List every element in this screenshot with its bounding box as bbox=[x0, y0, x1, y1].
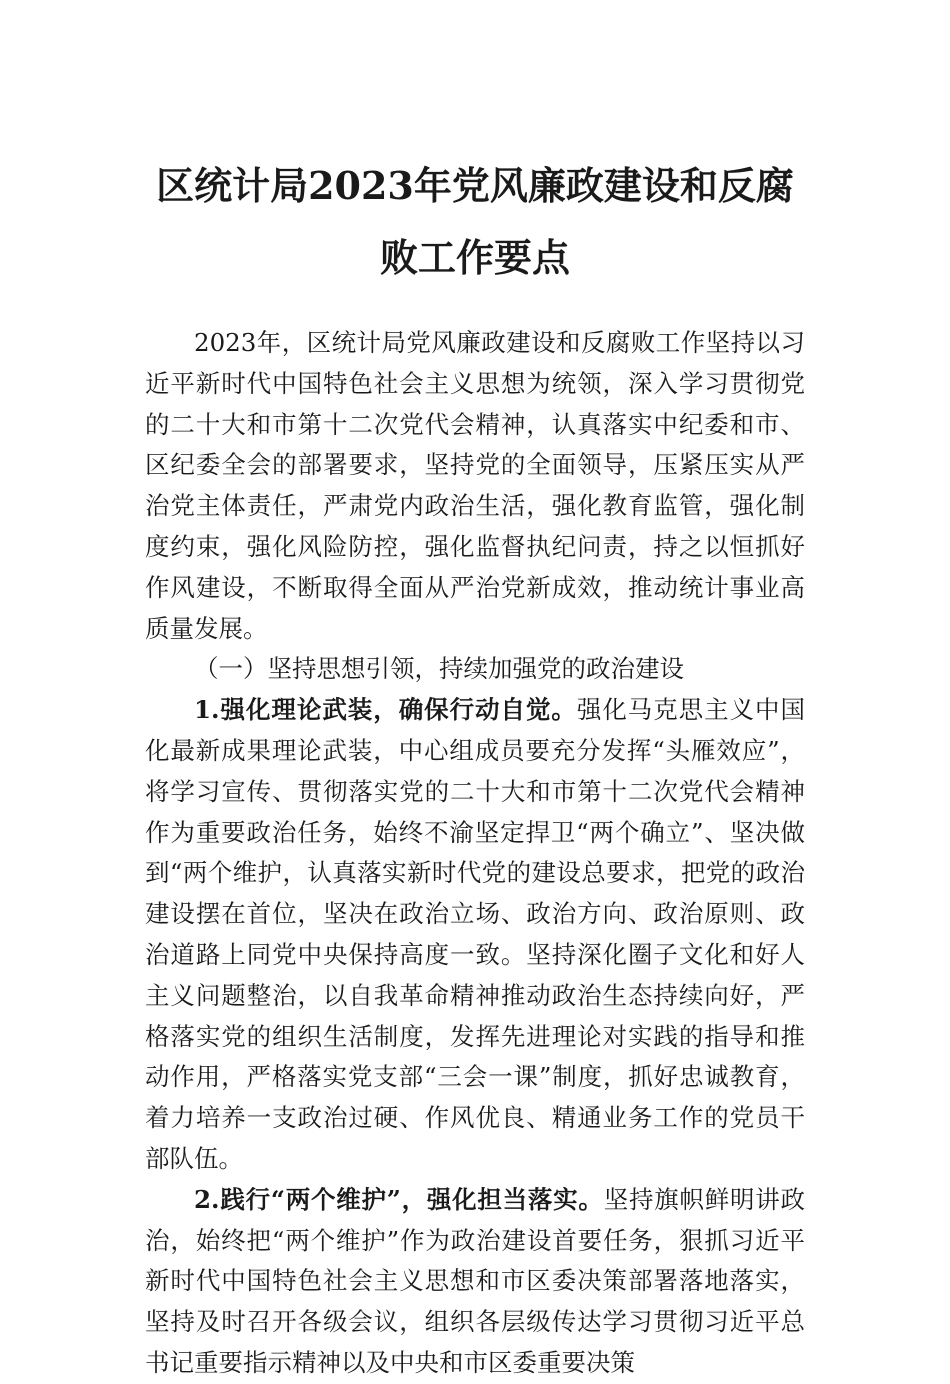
item-paragraph bbox=[145, 690, 805, 1180]
section-heading: （一）坚持思想引领，持续加强党的政治建设 bbox=[194, 654, 684, 684]
item-paragraph bbox=[145, 1180, 805, 1384]
intro-paragraph: 2023年，区统计局党风廉政建设和反腐败工作坚持以习近平新时代中国特色社会主义思想为统领，深入学习贯彻党的二十大和市第十二次党代会精神，认真落实中纪委和市、区纪委全会的部署要求，坚持党的全面领导，压紧压实从严治党主体责任，严肃党内政治生活，强化教育监管，强化制度约束，强化风险防控，强化监督执纪问责，持之以恒抓好作风建设，不断取得全面从严治党新成效，推动统计事业高质量发展。 bbox=[145, 328, 805, 643]
document-title: 区统计局2023年党风廉政建设和反腐败工作要点 bbox=[156, 163, 794, 280]
item-text: 强化马克思主义中国化最新成果理论武装，中心组成员要充分发挥“头雁效应”，将学习宣传、贯彻落实党的二十大和市第十二次党代会精神作为重要政治任务，始终不渝坚定捍卫“两个确立”、坚决做到“两个维护，认真落实新时代党的建设总要求，把党的政治建设摆在首位，坚决在政治立场、政治方向、政治原则、政治道路上同党中央保持高度一致。坚持深化圈子文化和好人主义问题整治，以自我革命精神推动政治生态持续向好，严格落实党的组织生活制度，发挥先进理论对实践的指导和推动作用，严格落实党支部“三会一课”制度，抓好忠诚教育，着力培养一支政治过硬、作风优良、精通业务工作的党员干部队伍。 bbox=[145, 695, 805, 1173]
item-lead: 2.践行“两个维护”，强化担当落实。 bbox=[194, 1184, 604, 1214]
document-body bbox=[145, 323, 805, 1384]
item-text: 坚持旗帜鲜明讲政治，始终把“两个维护”作为政治建设首要任务，狠抓习近平新时代中国特色社会主义思想和市区委决策部署落地落实，坚持及时召开各级会议，组织各层级传达学习贯彻习近平总书记重要指示精神以及中央和市区委重要决策 bbox=[145, 1184, 806, 1377]
item-lead: 1.强化理论武装，确保行动自觉。 bbox=[194, 695, 577, 725]
